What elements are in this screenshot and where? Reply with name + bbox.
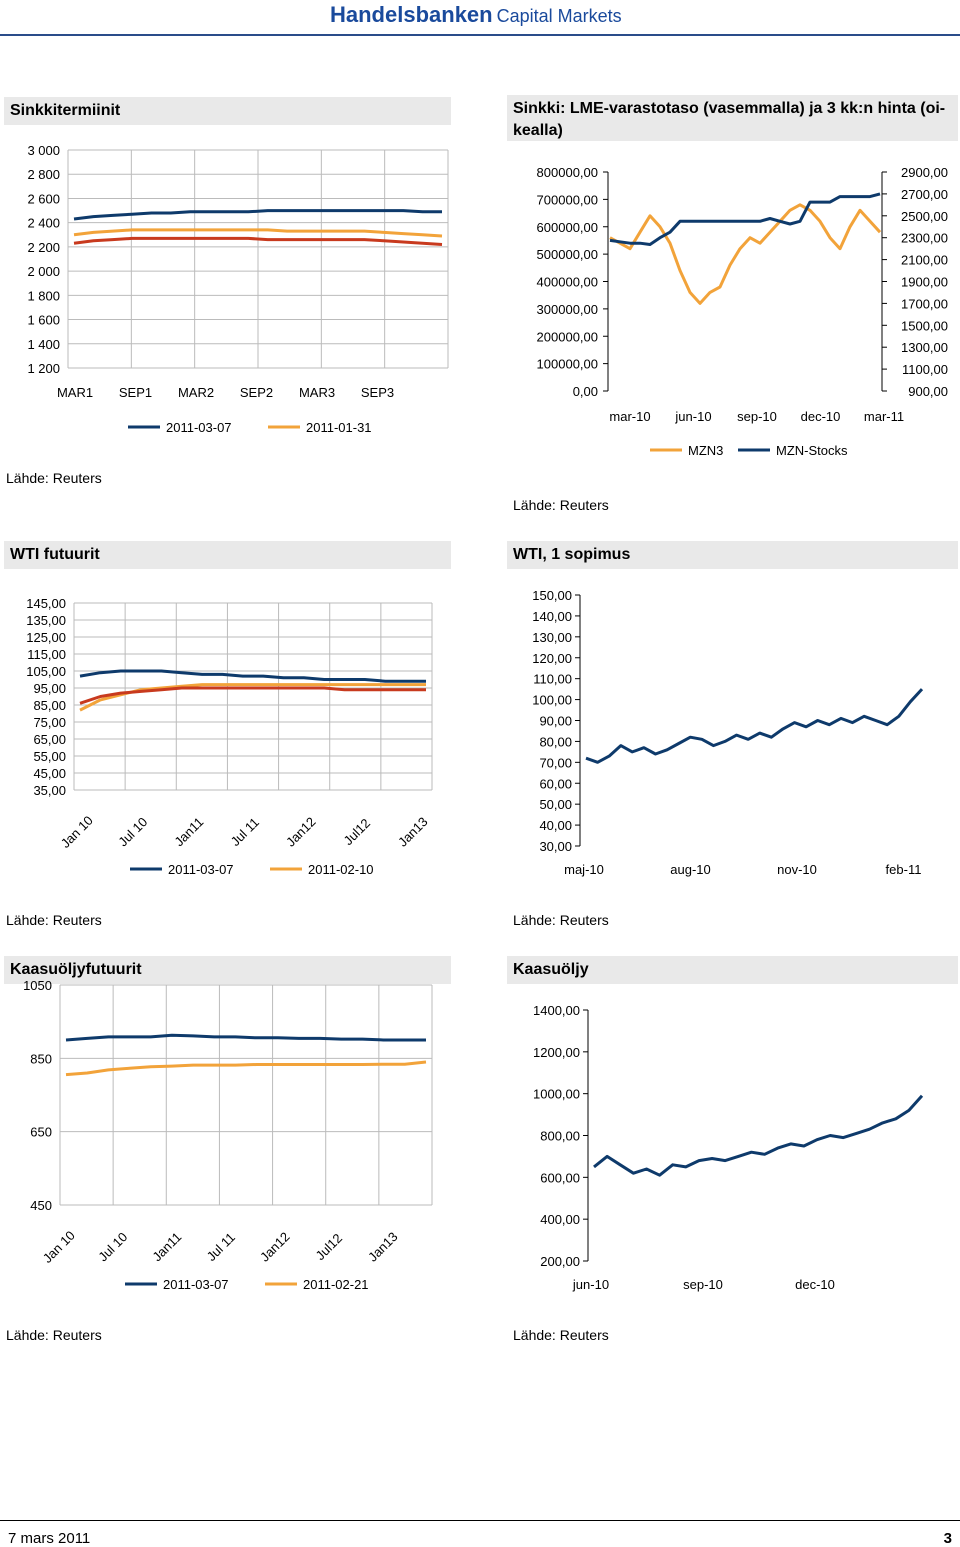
y-tick-label: 70,00 — [539, 755, 572, 771]
legend-label: 2011-01-31 — [306, 420, 372, 435]
x-tick-label: Jul 10 — [95, 1229, 131, 1265]
x-tick-label: Jan13 — [364, 1228, 401, 1265]
y-tick-label: 1 800 — [27, 288, 60, 304]
y-tick-label-right: 1300,00 — [901, 340, 948, 356]
panel-title-sinkkitermiinit: Sinkkitermiinit — [4, 97, 451, 125]
brand-name: Handelsbanken — [330, 2, 493, 27]
legend-label: 2011-02-21 — [303, 1277, 369, 1292]
y-tick-label: 1 600 — [27, 312, 60, 328]
y-tick-label-left: 100000,00 — [536, 356, 598, 372]
y-tick-label: 145,00 — [26, 596, 66, 611]
series-line-0 — [586, 689, 922, 762]
x-tick-label: dec-10 — [795, 1277, 835, 1292]
y-tick-label: 2 000 — [27, 264, 60, 280]
legend-label: 2011-03-07 — [168, 862, 234, 877]
y-tick-label: 85,00 — [33, 698, 66, 713]
wti-front-chart — [500, 583, 960, 883]
y-tick-label: 400,00 — [540, 1212, 580, 1228]
x-tick-label: aug-10 — [670, 862, 711, 877]
y-tick-label: 450 — [30, 1198, 52, 1213]
y-tick-label: 45,00 — [33, 766, 66, 781]
zinc-forwards-chart — [0, 130, 460, 450]
y-tick-label: 850 — [30, 1051, 52, 1067]
y-tick-label-left: 0,00 — [572, 384, 598, 399]
x-tick-label: nov-10 — [777, 862, 817, 877]
y-tick-label-right: 1500,00 — [901, 318, 948, 334]
series-line-0 — [66, 1035, 426, 1040]
y-tick-label-left: 700000,00 — [536, 192, 598, 208]
series-line-0 — [80, 671, 426, 681]
y-tick-label: 3 000 — [27, 143, 60, 158]
x-tick-label: sep-10 — [683, 1277, 723, 1292]
panel-title-gasoil-futures: Kaasuöljyfutuurit — [4, 956, 451, 984]
source-label: Lähde: Reuters — [513, 912, 609, 928]
y-tick-label: 95,00 — [33, 681, 66, 696]
gasoil-chart — [500, 998, 960, 1298]
y-tick-label: 110,00 — [533, 671, 572, 687]
y-tick-label: 120,00 — [532, 650, 572, 666]
page-number: 3 — [943, 1530, 952, 1547]
series-line-2 — [80, 688, 426, 703]
x-tick-label: Jan11 — [171, 814, 207, 850]
y-tick-label: 60,00 — [539, 776, 572, 792]
panel-title-zinc-stocks: Sinkki: LME-varastotaso (vasemmalla) ja 3 kk:n hinta (oi-kealla) — [507, 95, 958, 141]
y-tick-label-left: 500000,00 — [536, 247, 598, 263]
source-label: Lähde: Reuters — [513, 497, 609, 513]
x-tick-label: sep-10 — [737, 409, 777, 424]
y-tick-label-right: 2500,00 — [901, 208, 948, 224]
x-tick-label: mar-10 — [609, 409, 651, 424]
y-tick-label: 65,00 — [33, 732, 66, 747]
y-tick-label: 2 800 — [27, 167, 60, 183]
footer-rule — [0, 1520, 960, 1521]
y-tick-label: 600,00 — [540, 1170, 580, 1186]
legend-label: 2011-03-07 — [163, 1277, 229, 1292]
x-tick-label: jun-10 — [572, 1277, 610, 1292]
source-label: Lähde: Reuters — [513, 1327, 609, 1343]
legend-label: MZN3 — [688, 443, 724, 458]
x-tick-label: Jan13 — [394, 813, 431, 850]
panel-title-wti-futures: WTI futuurit — [4, 541, 451, 569]
y-tick-label-right: 2700,00 — [901, 186, 948, 202]
y-tick-label: 150,00 — [532, 588, 572, 603]
brand-sub: Capital Markets — [496, 6, 622, 26]
y-tick-label: 55,00 — [33, 749, 66, 764]
legend-label: 2011-02-10 — [308, 862, 374, 877]
y-tick-label-right: 1900,00 — [901, 274, 948, 290]
y-tick-label: 30,00 — [539, 839, 572, 854]
y-tick-label: 105,00 — [26, 664, 66, 679]
x-tick-label: SEP2 — [239, 385, 274, 400]
x-tick-label: Jan 10 — [57, 812, 96, 851]
y-tick-label: 130,00 — [532, 629, 572, 645]
y-tick-label: 1200,00 — [533, 1044, 580, 1060]
x-tick-label: Jan11 — [149, 1229, 185, 1265]
x-tick-label: MAR2 — [177, 385, 215, 400]
y-tick-label: 35,00 — [33, 783, 66, 798]
y-tick-label: 140,00 — [532, 608, 572, 624]
y-tick-label-right: 2300,00 — [901, 230, 948, 246]
legend-label: MZN-Stocks — [776, 443, 848, 458]
y-tick-label-left: 600000,00 — [536, 219, 598, 235]
y-tick-label: 2 400 — [27, 215, 60, 231]
x-tick-label: Jul12 — [312, 1230, 346, 1264]
y-tick-label: 1400,00 — [533, 1003, 580, 1018]
source-label: Lähde: Reuters — [6, 1327, 102, 1343]
gasoil-futures-chart — [0, 978, 460, 1300]
panel-title-gasoil: Kaasuöljy — [507, 956, 958, 984]
x-tick-label: Jan12 — [282, 813, 319, 850]
y-tick-label: 2 600 — [27, 191, 60, 207]
series-line-0 — [594, 1096, 922, 1175]
y-tick-label-left: 200000,00 — [536, 329, 598, 345]
x-tick-label: feb-11 — [885, 862, 922, 877]
brand-logo — [330, 2, 622, 28]
y-tick-label: 2 200 — [27, 239, 60, 255]
y-tick-label-right: 900,00 — [908, 384, 948, 399]
y-tick-label: 1 200 — [27, 361, 60, 376]
y-tick-label: 50,00 — [539, 797, 572, 813]
x-tick-label: Jul 11 — [227, 814, 263, 850]
y-tick-label: 80,00 — [539, 734, 572, 750]
x-tick-label: dec-10 — [800, 409, 841, 424]
y-tick-label-right: 2100,00 — [901, 252, 948, 268]
x-tick-label: Jul 10 — [115, 814, 151, 850]
source-label: Lähde: Reuters — [6, 470, 102, 486]
x-tick-label: maj-10 — [564, 862, 604, 877]
series-line-0 — [610, 205, 880, 304]
x-tick-label: MAR1 — [56, 385, 94, 400]
y-tick-label: 90,00 — [539, 713, 572, 729]
y-tick-label: 800,00 — [540, 1128, 580, 1144]
y-tick-label: 1050 — [23, 978, 52, 993]
y-tick-label-right: 1100,00 — [901, 362, 948, 378]
x-tick-label: MAR3 — [298, 385, 336, 400]
x-tick-label: mar-11 — [863, 409, 905, 424]
y-tick-label: 125,00 — [26, 630, 66, 645]
y-tick-label: 650 — [30, 1124, 52, 1140]
y-tick-label-left: 300000,00 — [536, 301, 598, 317]
x-tick-label: SEP3 — [360, 385, 395, 400]
footer-date: 7 mars 2011 — [8, 1530, 91, 1547]
x-tick-label: jun-10 — [675, 409, 712, 424]
source-label: Lähde: Reuters — [6, 912, 102, 928]
series-line-1 — [66, 1062, 426, 1075]
y-tick-label-right: 1700,00 — [901, 296, 948, 312]
x-tick-label: Jul12 — [340, 815, 374, 849]
header-rule — [0, 34, 960, 36]
zinc-stocks-price-chart — [500, 150, 960, 470]
y-tick-label: 135,00 — [26, 613, 66, 628]
x-tick-label: Jan 10 — [39, 1227, 78, 1266]
y-tick-label: 200,00 — [540, 1254, 580, 1269]
wti-futures-chart — [0, 585, 460, 885]
y-tick-label: 40,00 — [539, 818, 572, 834]
y-tick-label-left: 400000,00 — [536, 274, 598, 290]
y-tick-label: 1000,00 — [533, 1086, 580, 1102]
y-tick-label: 75,00 — [33, 715, 66, 730]
series-line-1 — [610, 194, 880, 245]
y-tick-label-left: 800000,00 — [536, 165, 598, 180]
legend-label: 2011-03-07 — [166, 420, 232, 435]
x-tick-label: Jan12 — [256, 1228, 293, 1265]
panel-title-wti-front: WTI, 1 sopimus — [507, 541, 958, 569]
y-tick-label: 1 400 — [27, 336, 60, 352]
x-tick-label: SEP1 — [118, 385, 153, 400]
x-tick-label: Jul 11 — [203, 1229, 239, 1265]
y-tick-label: 115,00 — [27, 647, 66, 662]
y-tick-label: 100,00 — [532, 692, 572, 708]
y-tick-label-right: 2900,00 — [901, 165, 948, 180]
